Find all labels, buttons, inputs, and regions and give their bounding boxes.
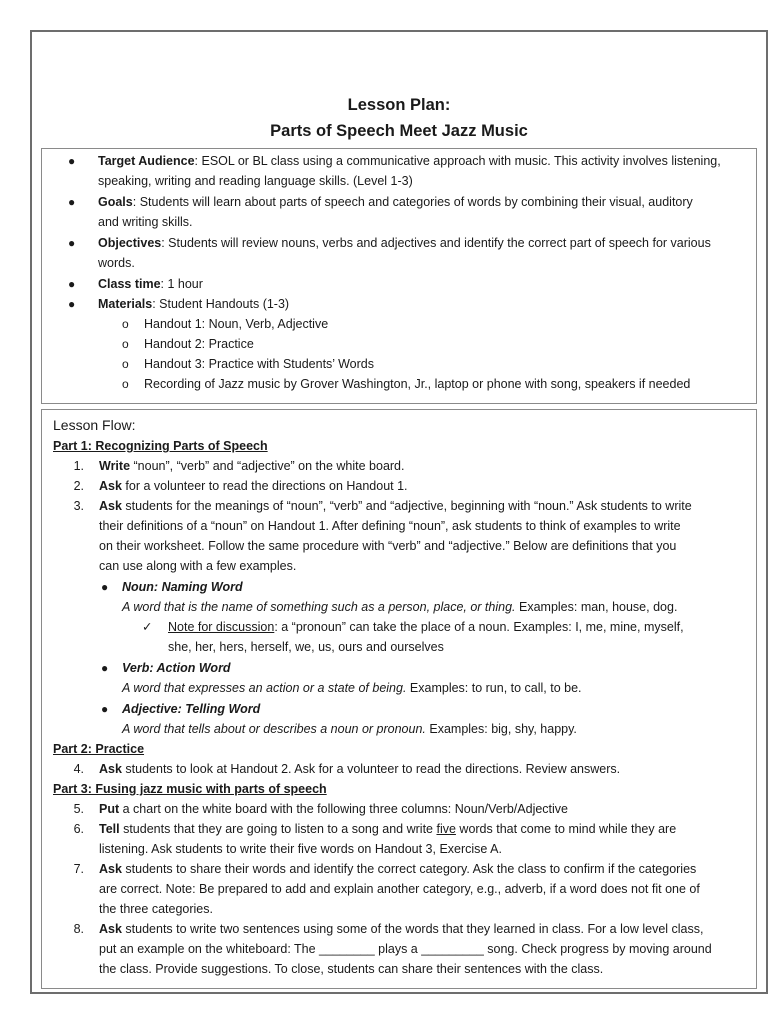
goals-cont: and writing skills. [98,215,193,229]
objectives-cont: words. [98,256,135,270]
step-7-cont: are correct. Note: Be prepared to add and explain another category, e.g., adverb, if a word does not fit one of [99,882,700,896]
material-item: Handout 3: Practice with Students’ Words [144,357,374,371]
bullet-icon: ● [68,297,76,311]
circle-bullet-icon: o [122,337,129,351]
adjective-definition: A word that tells about or describes a noun or pronoun. Examples: big, shy, happy. [122,722,577,736]
part1-heading: Part 1: Recognizing Parts of Speech [53,439,268,453]
step-number: 5. [73,802,84,816]
step-8-cont: the class. Provide suggestions. To close, students can share their sentences with the class. [99,962,604,976]
goals: Goals: Students will learn about parts of speech and categories of words by combining their visual, auditory [98,195,693,209]
material-item: Handout 1: Noun, Verb, Adjective [144,317,329,331]
circle-bullet-icon: o [122,357,129,371]
step-1: Write “noun”, “verb” and “adjective” on the white board. [99,459,405,473]
part3-heading: Part 3: Fusing jazz music with parts of speech [53,782,327,796]
lesson-plan-page [30,30,768,994]
step-6: Tell students that they are going to listen to a song and write five words that come to mind while they are [99,822,677,836]
materials: Materials: Student Handouts (1-3) [98,297,290,311]
circle-bullet-icon: o [122,377,129,391]
objectives: Objectives: Students will review nouns, verbs and adjectives and identify the correct part of speech for various [98,236,711,250]
target-audience: Target Audience: ESOL or BL class using a communicative approach with music. This activity involves listening, [98,154,721,168]
checkmark-icon: ✓ [142,620,153,634]
title-line-1: Lesson Plan: [347,96,451,114]
bullet-icon: ● [101,702,109,716]
noun-heading: Noun: Naming Word [122,580,243,594]
step-7: Ask students to share their words and identify the correct category. Ask the class to confirm if the categories [99,862,697,876]
step-4: Ask students to look at Handout 2. Ask for a volunteer to read the directions. Review answers. [99,762,621,776]
adjective-heading: Adjective: Telling Word [122,702,261,716]
verb-definition: A word that expresses an action or a state of being. Examples: to run, to call, to be. [122,681,582,695]
step-3-cont: on their worksheet. Follow the same procedure with “verb” and “adjective.” Below are definitions that you [99,539,677,553]
verb-heading: Verb: Action Word [122,661,231,675]
step-7-cont: the three categories. [99,902,213,916]
pronoun-note-cont: she, her, hers, herself, we, us, ours and ourselves [168,640,444,654]
step-6-cont: listening. Ask students to write their five words on Handout 3, Exercise A. [99,842,502,856]
step-number: 2. [73,479,84,493]
step-3-cont: can use along with a few examples. [99,559,297,573]
material-item: Recording of Jazz music by Grover Washington, Jr., laptop or phone with song, speakers if needed [144,377,691,391]
class-time: Class time: 1 hour [98,277,203,291]
lesson-flow-box [41,409,757,989]
step-number: 6. [73,822,84,836]
bullet-icon: ● [68,154,76,168]
bullet-icon: ● [101,661,109,675]
step-3: Ask students for the meanings of “noun”, “verb” and “adjective, beginning with “noun.” Ask students to write [99,499,692,513]
step-8: Ask students to write two sentences using some of the words that they learned in class. For a low level class, [99,922,704,936]
part2-heading: Part 2: Practice [53,742,145,756]
bullet-icon: ● [68,195,76,209]
target-audience-cont: speaking, writing and reading language skills. (Level 1-3) [98,174,413,188]
bullet-icon: ● [101,580,109,594]
pronoun-note: Note for discussion: a “pronoun” can take the place of a noun. Examples: I, me, mine, myself, [168,620,684,634]
bullet-icon: ● [68,277,76,291]
bullet-icon: ● [68,236,76,250]
step-5: Put a chart on the white board with the following three columns: Noun/Verb/Adjective [99,802,569,816]
step-3-cont: their definitions of a “noun” on Handout 1. After defining “noun”, ask students to think of examples to write [99,519,681,533]
lesson-flow-heading: Lesson Flow: [53,417,136,433]
step-number: 7. [73,862,84,876]
step-number: 3. [73,499,84,513]
step-8-cont: put an example on the whiteboard: The ________ plays a _________ song. Check progress by moving around [99,942,712,956]
step-number: 1. [73,459,84,473]
material-item: Handout 2: Practice [144,337,254,351]
step-number: 4. [73,762,84,776]
overview-box [41,148,757,404]
step-number: 8. [73,922,84,936]
circle-bullet-icon: o [122,317,129,331]
step-2: Ask for a volunteer to read the directions on Handout 1. [99,479,408,493]
noun-definition: A word that is the name of something such as a person, place, or thing. Examples: man, house, dog. [122,600,678,614]
title-line-2: Parts of Speech Meet Jazz Music [270,122,528,140]
